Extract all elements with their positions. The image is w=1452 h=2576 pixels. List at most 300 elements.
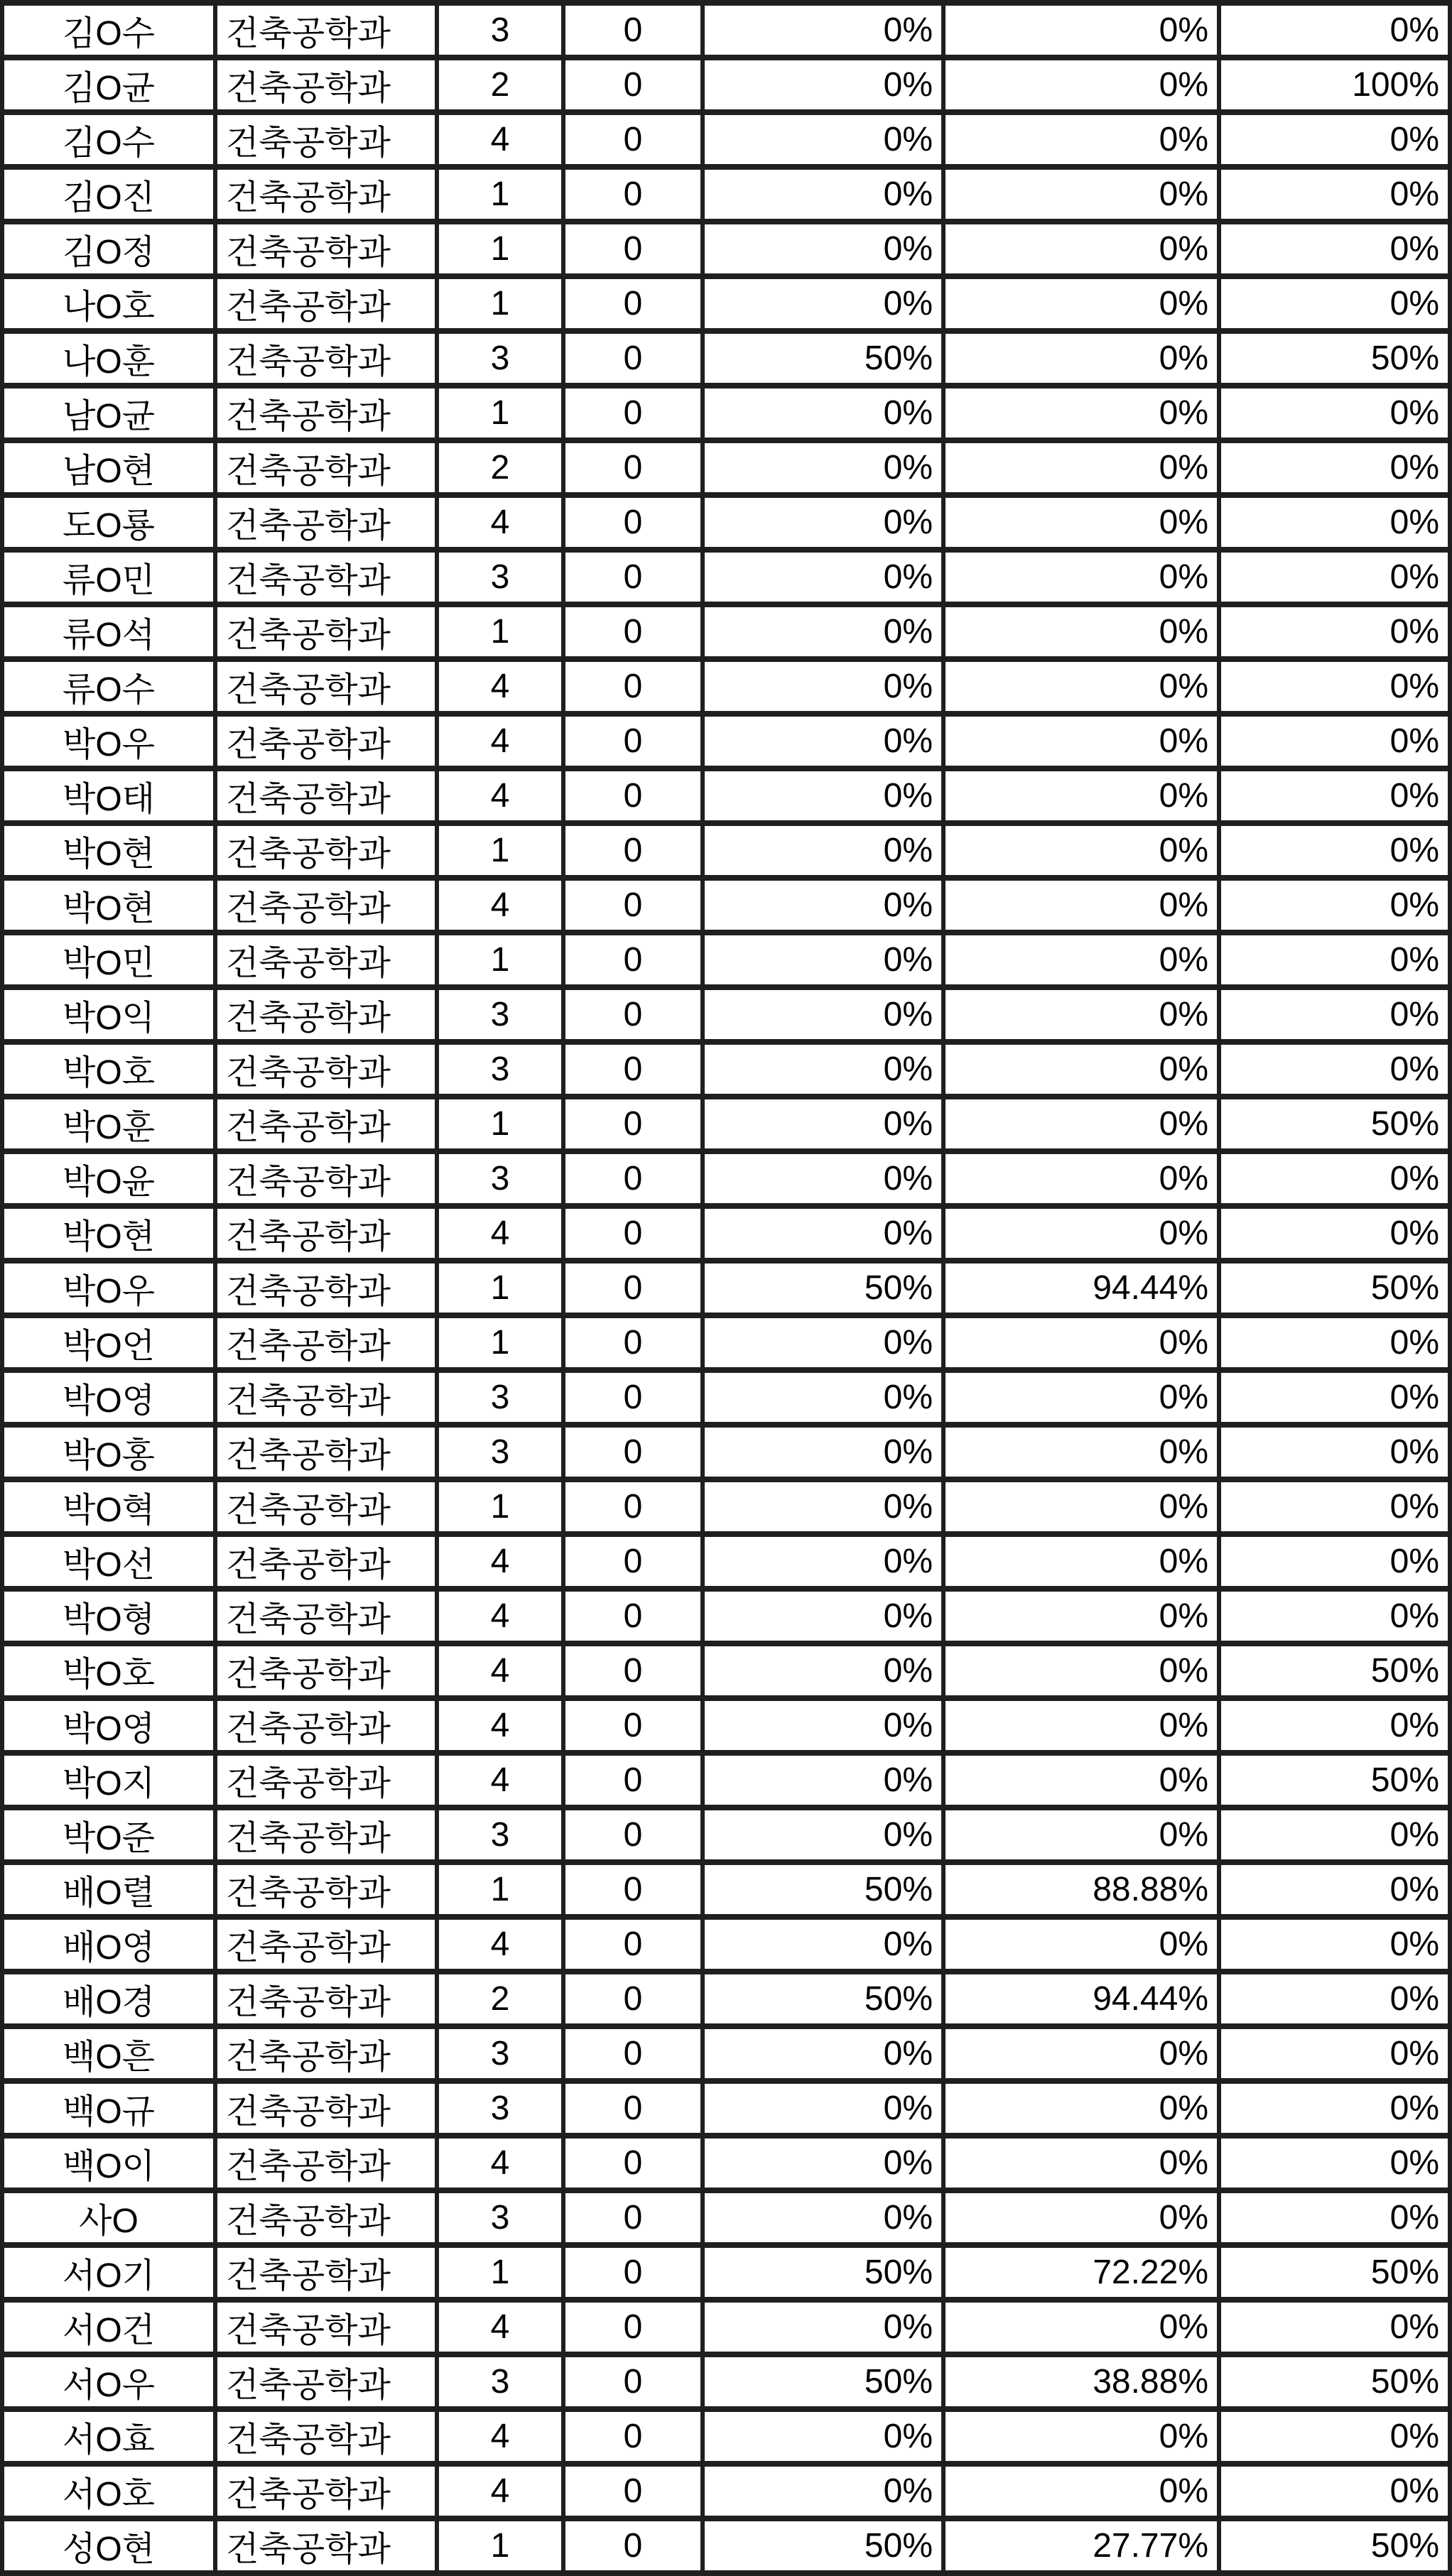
table-row xyxy=(2,2245,1450,2300)
cell-count: 0 xyxy=(563,878,703,933)
cell-rate-second: 0% xyxy=(943,386,1219,440)
cell-rate-second: 0% xyxy=(943,276,1219,331)
cell-count: 0 xyxy=(563,933,703,987)
table-row xyxy=(2,878,1450,933)
cell-student-name: 박O홍 xyxy=(2,1425,215,1479)
cell-rate-first: 0% xyxy=(703,1808,943,1862)
cell-count: 0 xyxy=(563,659,703,714)
cell-grade-year: 3 xyxy=(437,331,563,386)
cell-rate-third: 0% xyxy=(1219,550,1450,604)
cell-rate-third: 0% xyxy=(1219,2464,1450,2518)
cell-rate-second: 0% xyxy=(943,112,1219,167)
cell-count: 0 xyxy=(563,768,703,823)
cell-rate-first: 0% xyxy=(703,2136,943,2190)
cell-rate-first: 0% xyxy=(703,1151,943,1206)
cell-rate-first: 50% xyxy=(703,1972,943,2026)
cell-department: 건축공학과 xyxy=(215,167,437,222)
cell-rate-third: 0% xyxy=(1219,987,1450,1042)
cell-count: 0 xyxy=(563,1643,703,1698)
cell-rate-second: 0% xyxy=(943,987,1219,1042)
cell-student-name: 서O우 xyxy=(2,2354,215,2409)
cell-grade-year: 1 xyxy=(437,823,563,878)
cell-rate-first: 50% xyxy=(703,2354,943,2409)
cell-rate-second: 0% xyxy=(943,604,1219,659)
cell-rate-third: 0% xyxy=(1219,222,1450,276)
cell-grade-year: 3 xyxy=(437,1151,563,1206)
cell-rate-third: 0% xyxy=(1219,2136,1450,2190)
cell-rate-second: 94.44% xyxy=(943,1972,1219,2026)
cell-grade-year: 1 xyxy=(437,2245,563,2300)
cell-department: 건축공학과 xyxy=(215,1972,437,2026)
cell-student-name: 박O익 xyxy=(2,987,215,1042)
cell-student-name: 김O수 xyxy=(2,3,215,58)
table-row xyxy=(2,714,1450,768)
table-row xyxy=(2,2464,1450,2518)
cell-count: 0 xyxy=(563,1534,703,1589)
cell-count: 0 xyxy=(563,167,703,222)
cell-grade-year: 3 xyxy=(437,2354,563,2409)
cell-rate-first: 50% xyxy=(703,1862,943,1917)
cell-student-name: 박O준 xyxy=(2,1808,215,1862)
cell-rate-second: 0% xyxy=(943,2136,1219,2190)
cell-rate-third: 0% xyxy=(1219,768,1450,823)
cell-student-name: 류O민 xyxy=(2,550,215,604)
table-row xyxy=(2,440,1450,495)
table-row xyxy=(2,933,1450,987)
table-row xyxy=(2,987,1450,1042)
cell-rate-third: 50% xyxy=(1219,2245,1450,2300)
cell-rate-second: 0% xyxy=(943,2464,1219,2518)
cell-count: 0 xyxy=(563,987,703,1042)
cell-rate-second: 38.88% xyxy=(943,2354,1219,2409)
cell-rate-third: 0% xyxy=(1219,1315,1450,1370)
cell-grade-year: 4 xyxy=(437,878,563,933)
cell-count: 0 xyxy=(563,1315,703,1370)
cell-count: 0 xyxy=(563,2409,703,2464)
table-row xyxy=(2,659,1450,714)
cell-student-name: 김O수 xyxy=(2,112,215,167)
cell-rate-third: 0% xyxy=(1219,1042,1450,1097)
cell-count: 0 xyxy=(563,823,703,878)
cell-rate-first: 0% xyxy=(703,58,943,112)
cell-rate-second: 0% xyxy=(943,2300,1219,2354)
cell-department: 건축공학과 xyxy=(215,1698,437,1753)
cell-student-name: 박O혁 xyxy=(2,1479,215,1534)
cell-student-name: 박O민 xyxy=(2,933,215,987)
cell-count: 0 xyxy=(563,2190,703,2245)
cell-department: 건축공학과 xyxy=(215,1862,437,1917)
cell-count: 0 xyxy=(563,1261,703,1315)
cell-department: 건축공학과 xyxy=(215,2464,437,2518)
cell-rate-first: 0% xyxy=(703,823,943,878)
cell-grade-year: 4 xyxy=(437,2300,563,2354)
cell-rate-second: 0% xyxy=(943,1370,1219,1425)
cell-grade-year: 1 xyxy=(437,1479,563,1534)
cell-department: 건축공학과 xyxy=(215,933,437,987)
cell-grade-year: 3 xyxy=(437,550,563,604)
cell-rate-second: 0% xyxy=(943,222,1219,276)
cell-student-name: 서O건 xyxy=(2,2300,215,2354)
cell-department: 건축공학과 xyxy=(215,331,437,386)
cell-count: 0 xyxy=(563,2464,703,2518)
cell-student-name: 서O호 xyxy=(2,2464,215,2518)
cell-grade-year: 1 xyxy=(437,1261,563,1315)
cell-department: 건축공학과 xyxy=(215,2245,437,2300)
cell-grade-year: 4 xyxy=(437,714,563,768)
cell-student-name: 배O경 xyxy=(2,1972,215,2026)
table-row xyxy=(2,1643,1450,1698)
table-row xyxy=(2,331,1450,386)
cell-rate-second: 94.44% xyxy=(943,1261,1219,1315)
cell-department: 건축공학과 xyxy=(215,440,437,495)
cell-rate-first: 0% xyxy=(703,386,943,440)
cell-student-name: 류O석 xyxy=(2,604,215,659)
cell-rate-second: 0% xyxy=(943,1917,1219,1972)
cell-department: 건축공학과 xyxy=(215,2300,437,2354)
table-row xyxy=(2,112,1450,167)
cell-student-name: 나O호 xyxy=(2,276,215,331)
cell-rate-second: 0% xyxy=(943,58,1219,112)
cell-count: 0 xyxy=(563,3,703,58)
cell-rate-second: 0% xyxy=(943,2081,1219,2136)
cell-grade-year: 4 xyxy=(437,768,563,823)
cell-grade-year: 1 xyxy=(437,604,563,659)
cell-count: 0 xyxy=(563,1479,703,1534)
cell-rate-first: 50% xyxy=(703,2518,943,2573)
cell-department: 건축공학과 xyxy=(215,276,437,331)
cell-rate-third: 0% xyxy=(1219,2190,1450,2245)
cell-rate-first: 0% xyxy=(703,2081,943,2136)
cell-rate-second: 0% xyxy=(943,1151,1219,1206)
table-row xyxy=(2,167,1450,222)
cell-rate-third: 0% xyxy=(1219,1917,1450,1972)
cell-grade-year: 1 xyxy=(437,167,563,222)
cell-rate-second: 0% xyxy=(943,933,1219,987)
cell-rate-first: 0% xyxy=(703,222,943,276)
cell-department: 건축공학과 xyxy=(215,768,437,823)
cell-department: 건축공학과 xyxy=(215,604,437,659)
cell-count: 0 xyxy=(563,1862,703,1917)
cell-rate-third: 0% xyxy=(1219,659,1450,714)
cell-student-name: 김O정 xyxy=(2,222,215,276)
cell-rate-second: 0% xyxy=(943,1589,1219,1643)
cell-rate-third: 0% xyxy=(1219,1972,1450,2026)
cell-grade-year: 4 xyxy=(437,1206,563,1261)
cell-rate-third: 0% xyxy=(1219,823,1450,878)
cell-rate-second: 0% xyxy=(943,1808,1219,1862)
table-row xyxy=(2,1042,1450,1097)
cell-department: 건축공학과 xyxy=(215,2518,437,2573)
cell-grade-year: 4 xyxy=(437,2464,563,2518)
cell-rate-first: 0% xyxy=(703,3,943,58)
cell-rate-first: 0% xyxy=(703,1753,943,1808)
cell-rate-second: 0% xyxy=(943,1698,1219,1753)
cell-count: 0 xyxy=(563,1425,703,1479)
cell-department: 건축공학과 xyxy=(215,987,437,1042)
cell-student-name: 나O훈 xyxy=(2,331,215,386)
cell-grade-year: 4 xyxy=(437,1753,563,1808)
cell-student-name: 남O현 xyxy=(2,440,215,495)
cell-rate-first: 0% xyxy=(703,1097,943,1151)
cell-rate-second: 27.77% xyxy=(943,2518,1219,2573)
cell-grade-year: 4 xyxy=(437,112,563,167)
cell-student-name: 박O호 xyxy=(2,1643,215,1698)
cell-rate-third: 50% xyxy=(1219,331,1450,386)
cell-rate-first: 0% xyxy=(703,1206,943,1261)
cell-department: 건축공학과 xyxy=(215,714,437,768)
cell-rate-second: 72.22% xyxy=(943,2245,1219,2300)
cell-department: 건축공학과 xyxy=(215,1753,437,1808)
cell-rate-third: 0% xyxy=(1219,167,1450,222)
cell-rate-second: 0% xyxy=(943,1097,1219,1151)
cell-grade-year: 1 xyxy=(437,222,563,276)
cell-rate-third: 0% xyxy=(1219,1151,1450,1206)
table-row xyxy=(2,1370,1450,1425)
cell-rate-second: 0% xyxy=(943,1479,1219,1534)
cell-count: 0 xyxy=(563,1097,703,1151)
table-row xyxy=(2,3,1450,58)
cell-student-name: 배O렬 xyxy=(2,1862,215,1917)
table-row xyxy=(2,1425,1450,1479)
cell-rate-third: 50% xyxy=(1219,2354,1450,2409)
cell-student-name: 박O영 xyxy=(2,1698,215,1753)
cell-department: 건축공학과 xyxy=(215,3,437,58)
cell-rate-first: 0% xyxy=(703,1917,943,1972)
cell-department: 건축공학과 xyxy=(215,495,437,550)
cell-grade-year: 1 xyxy=(437,1862,563,1917)
table-row xyxy=(2,1753,1450,1808)
cell-rate-third: 0% xyxy=(1219,933,1450,987)
cell-grade-year: 3 xyxy=(437,987,563,1042)
table-row xyxy=(2,386,1450,440)
table-row xyxy=(2,1261,1450,1315)
cell-grade-year: 4 xyxy=(437,659,563,714)
cell-grade-year: 3 xyxy=(437,1370,563,1425)
cell-rate-third: 50% xyxy=(1219,1261,1450,1315)
cell-student-name: 김O진 xyxy=(2,167,215,222)
cell-grade-year: 3 xyxy=(437,1042,563,1097)
cell-count: 0 xyxy=(563,1753,703,1808)
cell-rate-first: 0% xyxy=(703,1425,943,1479)
cell-student-name: 김O균 xyxy=(2,58,215,112)
cell-rate-first: 0% xyxy=(703,878,943,933)
cell-department: 건축공학과 xyxy=(215,1042,437,1097)
table-row xyxy=(2,1808,1450,1862)
table-row xyxy=(2,1097,1450,1151)
cell-rate-first: 0% xyxy=(703,714,943,768)
cell-department: 건축공학과 xyxy=(215,1917,437,1972)
cell-student-name: 박O형 xyxy=(2,1589,215,1643)
cell-rate-third: 0% xyxy=(1219,2081,1450,2136)
cell-rate-second: 88.88% xyxy=(943,1862,1219,1917)
cell-department: 건축공학과 xyxy=(215,112,437,167)
cell-rate-third: 0% xyxy=(1219,276,1450,331)
cell-count: 0 xyxy=(563,2300,703,2354)
cell-student-name: 도O룡 xyxy=(2,495,215,550)
cell-student-name: 백O흔 xyxy=(2,2026,215,2081)
cell-department: 건축공학과 xyxy=(215,550,437,604)
cell-student-name: 박O영 xyxy=(2,1370,215,1425)
table-row xyxy=(2,2026,1450,2081)
cell-rate-first: 0% xyxy=(703,1370,943,1425)
cell-department: 건축공학과 xyxy=(215,2026,437,2081)
cell-grade-year: 3 xyxy=(437,2081,563,2136)
cell-rate-third: 0% xyxy=(1219,1534,1450,1589)
cell-department: 건축공학과 xyxy=(215,1479,437,1534)
cell-department: 건축공학과 xyxy=(215,2354,437,2409)
cell-rate-third: 0% xyxy=(1219,1589,1450,1643)
cell-rate-first: 0% xyxy=(703,2026,943,2081)
cell-student-name: 배O영 xyxy=(2,1917,215,1972)
cell-rate-first: 0% xyxy=(703,933,943,987)
table-row xyxy=(2,276,1450,331)
cell-grade-year: 4 xyxy=(437,1917,563,1972)
table-row xyxy=(2,1315,1450,1370)
table-row xyxy=(2,1972,1450,2026)
cell-grade-year: 4 xyxy=(437,1643,563,1698)
cell-student-name: 사O xyxy=(2,2190,215,2245)
table-row xyxy=(2,768,1450,823)
cell-count: 0 xyxy=(563,1589,703,1643)
cell-rate-first: 0% xyxy=(703,1698,943,1753)
table-row xyxy=(2,2518,1450,2573)
cell-student-name: 백O이 xyxy=(2,2136,215,2190)
cell-department: 건축공학과 xyxy=(215,1534,437,1589)
cell-rate-first: 50% xyxy=(703,2245,943,2300)
cell-rate-second: 0% xyxy=(943,878,1219,933)
cell-rate-third: 0% xyxy=(1219,1862,1450,1917)
cell-grade-year: 2 xyxy=(437,58,563,112)
cell-department: 건축공학과 xyxy=(215,1315,437,1370)
cell-rate-second: 0% xyxy=(943,440,1219,495)
cell-department: 건축공학과 xyxy=(215,1206,437,1261)
cell-rate-second: 0% xyxy=(943,714,1219,768)
cell-grade-year: 4 xyxy=(437,1589,563,1643)
cell-rate-second: 0% xyxy=(943,823,1219,878)
cell-department: 건축공학과 xyxy=(215,878,437,933)
cell-rate-second: 0% xyxy=(943,659,1219,714)
cell-grade-year: 3 xyxy=(437,1425,563,1479)
cell-rate-third: 0% xyxy=(1219,495,1450,550)
cell-department: 건축공학과 xyxy=(215,2190,437,2245)
cell-rate-second: 0% xyxy=(943,331,1219,386)
cell-grade-year: 4 xyxy=(437,495,563,550)
cell-department: 건축공학과 xyxy=(215,1643,437,1698)
cell-rate-second: 0% xyxy=(943,2409,1219,2464)
cell-rate-third: 100% xyxy=(1219,58,1450,112)
cell-rate-first: 0% xyxy=(703,604,943,659)
cell-department: 건축공학과 xyxy=(215,1425,437,1479)
cell-student-name: 백O규 xyxy=(2,2081,215,2136)
cell-rate-third: 0% xyxy=(1219,1698,1450,1753)
cell-count: 0 xyxy=(563,440,703,495)
cell-rate-first: 0% xyxy=(703,495,943,550)
cell-count: 0 xyxy=(563,2136,703,2190)
cell-count: 0 xyxy=(563,2081,703,2136)
cell-rate-third: 0% xyxy=(1219,2026,1450,2081)
cell-count: 0 xyxy=(563,222,703,276)
table-row xyxy=(2,1589,1450,1643)
cell-rate-second: 0% xyxy=(943,3,1219,58)
cell-count: 0 xyxy=(563,1370,703,1425)
cell-grade-year: 2 xyxy=(437,1972,563,2026)
cell-count: 0 xyxy=(563,550,703,604)
table-row xyxy=(2,58,1450,112)
cell-rate-second: 0% xyxy=(943,1206,1219,1261)
cell-rate-third: 50% xyxy=(1219,1643,1450,1698)
cell-count: 0 xyxy=(563,331,703,386)
cell-student-name: 박O윤 xyxy=(2,1151,215,1206)
cell-department: 건축공학과 xyxy=(215,1097,437,1151)
cell-rate-third: 0% xyxy=(1219,1808,1450,1862)
cell-rate-first: 0% xyxy=(703,768,943,823)
table-row xyxy=(2,1917,1450,1972)
cell-count: 0 xyxy=(563,1972,703,2026)
cell-department: 건축공학과 xyxy=(215,2409,437,2464)
cell-rate-first: 0% xyxy=(703,112,943,167)
cell-rate-first: 0% xyxy=(703,276,943,331)
cell-grade-year: 4 xyxy=(437,2136,563,2190)
table-row xyxy=(2,2081,1450,2136)
cell-rate-third: 0% xyxy=(1219,1425,1450,1479)
table-row xyxy=(2,495,1450,550)
cell-student-name: 류O수 xyxy=(2,659,215,714)
cell-department: 건축공학과 xyxy=(215,1151,437,1206)
cell-count: 0 xyxy=(563,1151,703,1206)
cell-student-name: 박O현 xyxy=(2,823,215,878)
cell-grade-year: 3 xyxy=(437,2026,563,2081)
table-row xyxy=(2,2190,1450,2245)
cell-grade-year: 3 xyxy=(437,1808,563,1862)
cell-count: 0 xyxy=(563,1698,703,1753)
cell-count: 0 xyxy=(563,714,703,768)
cell-grade-year: 3 xyxy=(437,3,563,58)
cell-rate-third: 50% xyxy=(1219,1097,1450,1151)
cell-department: 건축공학과 xyxy=(215,1370,437,1425)
table-row xyxy=(2,2136,1450,2190)
table-row xyxy=(2,2354,1450,2409)
table-row xyxy=(2,1206,1450,1261)
cell-grade-year: 4 xyxy=(437,1698,563,1753)
cell-department: 건축공학과 xyxy=(215,1808,437,1862)
cell-rate-first: 0% xyxy=(703,1643,943,1698)
table-row xyxy=(2,1479,1450,1534)
cell-rate-second: 0% xyxy=(943,1315,1219,1370)
cell-count: 0 xyxy=(563,112,703,167)
cell-department: 건축공학과 xyxy=(215,1589,437,1643)
cell-rate-second: 0% xyxy=(943,1534,1219,1589)
cell-rate-second: 0% xyxy=(943,550,1219,604)
cell-student-name: 박O선 xyxy=(2,1534,215,1589)
cell-rate-first: 0% xyxy=(703,987,943,1042)
table-row xyxy=(2,1151,1450,1206)
cell-rate-first: 0% xyxy=(703,659,943,714)
cell-department: 건축공학과 xyxy=(215,1261,437,1315)
cell-rate-second: 0% xyxy=(943,2026,1219,2081)
table-row xyxy=(2,604,1450,659)
cell-rate-third: 0% xyxy=(1219,2300,1450,2354)
cell-rate-first: 0% xyxy=(703,1534,943,1589)
cell-count: 0 xyxy=(563,58,703,112)
cell-rate-third: 0% xyxy=(1219,604,1450,659)
cell-department: 건축공학과 xyxy=(215,2136,437,2190)
cell-grade-year: 1 xyxy=(437,276,563,331)
cell-department: 건축공학과 xyxy=(215,386,437,440)
student-table-body xyxy=(2,3,1450,2573)
cell-rate-first: 0% xyxy=(703,550,943,604)
table-row xyxy=(2,823,1450,878)
cell-count: 0 xyxy=(563,386,703,440)
